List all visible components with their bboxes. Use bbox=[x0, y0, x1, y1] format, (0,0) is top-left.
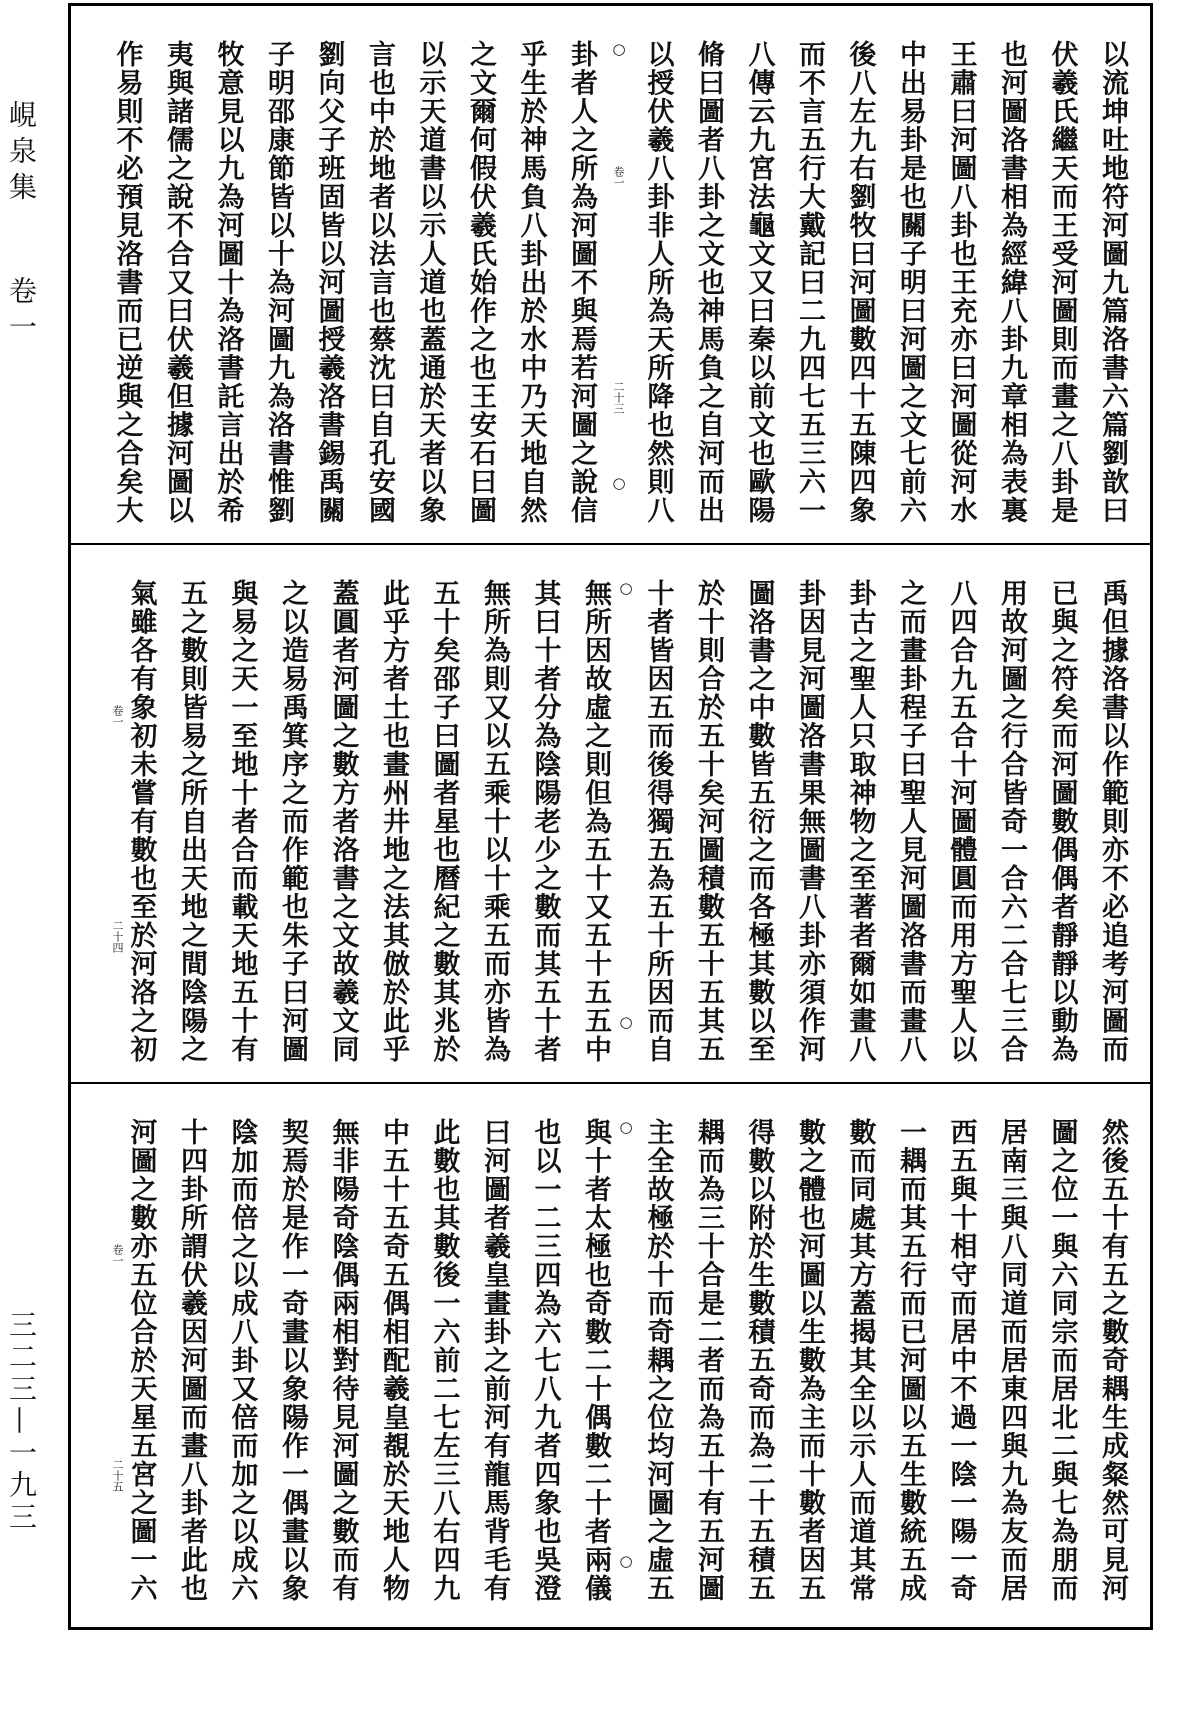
text-column: 八四合九五合十河圖體圓而用方聖人以 bbox=[945, 579, 977, 1064]
circle-mark: ○ bbox=[619, 1013, 633, 1031]
text-column: 耦而為三十合是二者而為五十有五河圖 bbox=[693, 1118, 724, 1603]
fold-leaf-number: 二十五 bbox=[111, 1459, 124, 1492]
text-column: 數之體也河圖以生數為主而十數者因五 bbox=[794, 1118, 825, 1603]
text-column: 其曰十者分為陰陽老少之數而其五十者 bbox=[529, 579, 561, 1064]
text-column: 已與之符矣而河圖數偶偶者靜靜以動為 bbox=[1046, 579, 1078, 1064]
text-column: 數而同處其方蓋揭其全以示人而道其常 bbox=[844, 1118, 876, 1603]
text-column: 無所為則又以五乘十以十乘五而亦皆為 bbox=[479, 579, 510, 1064]
column-row bbox=[115, 545, 1137, 1082]
text-column: 無非陽奇陰偶兩相對待見河圖之數而有 bbox=[327, 1118, 359, 1603]
text-column: 以流坤吐地符河圖九篇洛書六篇劉歆曰 bbox=[1097, 40, 1128, 525]
text-column: 主全故極於十而奇耦之位均河圖之虛五 bbox=[642, 1118, 674, 1603]
text-column: 中五十五奇五偶相配羲皇覩於天地人物 bbox=[378, 1118, 409, 1603]
fold-volume-label: 卷一 bbox=[612, 166, 625, 188]
text-column: 王肅曰河圖八卦也王充亦曰河圖從河水 bbox=[945, 40, 977, 525]
text-column: 曰河圖者羲皇畫卦之前河有龍馬背毛有 bbox=[479, 1118, 510, 1603]
text-column: 伏羲氏繼天而王受河圖則而畫之八卦是 bbox=[1046, 40, 1078, 525]
fold-volume-label: 卷一 bbox=[111, 705, 124, 727]
text-column: 也河圖洛書相為經緯八卦九章相為表裏 bbox=[996, 40, 1027, 525]
text-column: 氣雖各有象初未嘗有數也至於河洛之初 bbox=[125, 579, 157, 1064]
text-column: 然後五十有五之數奇耦生成粲然可見河 bbox=[1097, 1118, 1128, 1603]
text-column: 於十則合於五十矣河圖積數五十五其五 bbox=[693, 579, 724, 1064]
text-panel bbox=[71, 1084, 1150, 1623]
text-column: 十四卦所謂伏羲因河圖而畫八卦者此也 bbox=[176, 1118, 207, 1603]
text-column: 河圖之數亦五位合於天星五宮之圖一六 bbox=[125, 1118, 157, 1603]
text-column: 禹但據洛書以作範則亦不必追考河圖而 bbox=[1097, 579, 1128, 1064]
text-column: 之而畫卦程子曰聖人見河圖洛書而畫八 bbox=[895, 579, 926, 1064]
circle-mark: ○ bbox=[612, 40, 626, 58]
text-column: 之文爾何假伏羲氏始作之也王安石曰圖 bbox=[465, 40, 496, 525]
text-column: 此數也其數後一六前二七左三八右四九 bbox=[428, 1118, 460, 1603]
text-column: 用故河圖之行合皆奇一合六二合七三合 bbox=[996, 579, 1027, 1064]
text-column: 圖之位一與六同宗而居北二與七為朋而 bbox=[1046, 1118, 1078, 1603]
circle-mark: ○ bbox=[619, 1552, 633, 1570]
text-column: 八傳云九宮法龜文又曰秦以前文也歐陽 bbox=[743, 40, 775, 525]
text-column: 陰加而倍之以成八卦又倍而加之以成六 bbox=[226, 1118, 258, 1603]
text-column: 子明邵康節皆以十為河圖九為洛書惟劉 bbox=[263, 40, 294, 525]
collation-gutter bbox=[620, 545, 632, 1082]
circle-mark: ○ bbox=[619, 579, 633, 597]
circle-mark: ○ bbox=[619, 1118, 633, 1136]
text-column: 圖洛書之中數皆五衍之而各極其數以至 bbox=[743, 579, 775, 1064]
fold-volume-label: 卷一 bbox=[111, 1244, 124, 1266]
text-column: 牧意見以九為河圖十為洛書託言出於希 bbox=[212, 40, 244, 525]
text-column: 言也中於地者以法言也蔡沈曰自孔安國 bbox=[364, 40, 395, 525]
text-column: 也以一二三四為六七八九者四象也吳澄 bbox=[529, 1118, 561, 1603]
fold-marker bbox=[109, 1084, 125, 1623]
text-column: 脩曰圖者八卦之文也神馬負之自河而出 bbox=[693, 40, 724, 525]
text-column: 無所因故虛之則但為五十又五十五五中 bbox=[580, 579, 611, 1064]
text-column: 以授伏羲八卦非人所為天所降也然則八 bbox=[642, 40, 674, 525]
text-column: 居南三與八同道而居東四與九為友而居 bbox=[996, 1118, 1027, 1603]
text-column: 十者皆因五而後得獨五為五十所因而自 bbox=[642, 579, 674, 1064]
volume-label: 卷一 bbox=[5, 276, 38, 348]
text-column: 此乎方者土也畫州井地之法其倣於此乎 bbox=[378, 579, 409, 1064]
collation-gutter bbox=[620, 1084, 632, 1623]
text-column: 作易則不必預見洛書而已逆與之合矣大 bbox=[111, 40, 143, 525]
page-frame bbox=[68, 3, 1153, 1630]
text-column: 蓋圓者河圖之數方者洛書之文故羲文同 bbox=[327, 579, 359, 1064]
text-panel bbox=[71, 6, 1150, 545]
text-column: 乎生於神馬負八卦出於水中乃天地自然 bbox=[515, 40, 547, 525]
page-number: 三二三—一九三 bbox=[5, 1310, 38, 1534]
fold-leaf-number: 二十三 bbox=[612, 381, 625, 414]
book-title: 峴泉集 bbox=[5, 100, 38, 208]
fold-leaf-number: 二十四 bbox=[111, 920, 124, 953]
text-column: 得數以附於生數積五奇而為二十五積五 bbox=[743, 1118, 775, 1603]
text-column: 一耦而其五行而已河圖以五生數統五成 bbox=[895, 1118, 926, 1603]
fold-marker bbox=[610, 6, 626, 543]
text-column: 五十矣邵子曰圖者星也曆紀之數其兆於 bbox=[428, 579, 460, 1064]
text-column: 之以造易禹箕序之而作範也朱子曰河圖 bbox=[277, 579, 308, 1064]
text-panel bbox=[71, 545, 1150, 1084]
text-column: 與十者太極也奇數二十偶數二十者兩儀 bbox=[580, 1118, 611, 1603]
circle-mark: ○ bbox=[612, 474, 626, 492]
text-column: 劉向父子班固皆以河圖授羲洛書錫禹關 bbox=[313, 40, 345, 525]
column-row bbox=[115, 1084, 1137, 1623]
text-column: 與易之天一至地十者合而載天地五十有 bbox=[226, 579, 258, 1064]
text-column: 而不言五行大戴記曰二九四七五三六一 bbox=[794, 40, 825, 525]
fold-marker bbox=[109, 545, 125, 1082]
text-column: 中出易卦是也關子明曰河圖之文七前六 bbox=[895, 40, 926, 525]
text-column: 卦古之聖人只取神物之至著者爾如畫八 bbox=[844, 579, 876, 1064]
text-column: 夷與諸儒之說不合又曰伏羲但據河圖以 bbox=[162, 40, 193, 525]
text-column: 五之數則皆易之所自出天地之間陰陽之 bbox=[176, 579, 207, 1064]
text-column: 契焉於是作一奇畫以象陽作一偶畫以象 bbox=[277, 1118, 308, 1603]
text-column: 卦者人之所為河圖不與焉若河圖之說信 bbox=[566, 40, 597, 525]
text-column: 西五與十相守而居中不過一陰一陽一奇 bbox=[945, 1118, 977, 1603]
text-column: 後八左九右劉牧曰河圖數四十五陳四象 bbox=[844, 40, 876, 525]
text-column: 以示天道書以示人道也蓋通於天者以象 bbox=[414, 40, 446, 525]
text-column: 卦因見河圖洛書果無圖書八卦亦須作河 bbox=[794, 579, 825, 1064]
